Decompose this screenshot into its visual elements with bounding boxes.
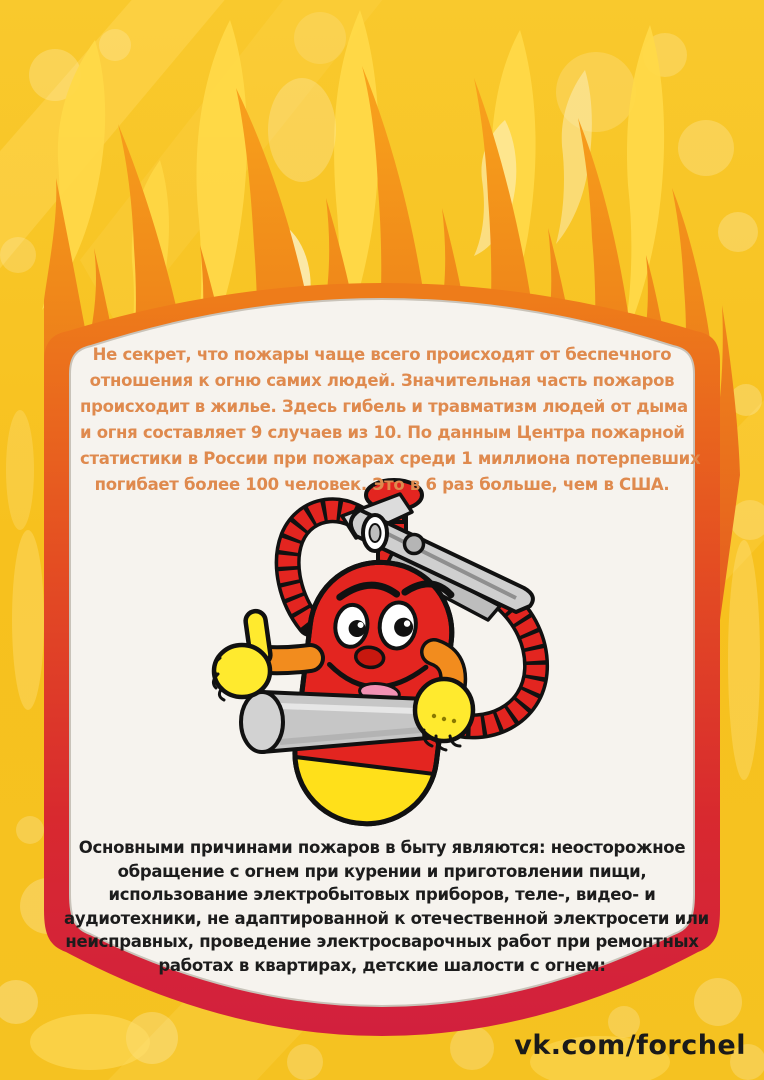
text-line: Основными причинами пожаров в быту являются: неосторожное [78,838,686,857]
text-line: обращение с огнем при курении и приготовлении пищи, [117,861,647,881]
fire-extinguisher-mascot-illustration [198,466,638,838]
text-line: работах в квартирах, детские шалости с огнем: [158,955,606,975]
causes-paragraph [64,836,709,977]
text-line: статистики в России при пожарах среди 1 миллиона потерпевших [80,449,701,468]
text-line: и огня составляет 9 случаев из 10. По данным Центра пожарной [80,423,685,442]
text-line: использование электробытовых приборов, теле-, видео- и [108,885,656,904]
text-line: аудиотехники, не адаптированной к отечественной электросети или [64,908,709,928]
text-line: происходит в жилье. Здесь гибель и травматизм людей от дыма [80,397,688,416]
mascot-grip-glove [415,679,473,750]
text-line: отношения к огню самих людей. Значительная часть пожаров [89,371,675,390]
watermark-url: vk.com/forchel [514,1030,746,1061]
text-line: Не секрет, что пожары чаще всего происходят от беспечного [92,345,672,364]
text-line: неисправных, проведение электросварочных работ при ремонтных [65,932,699,951]
text-line: погибает более 100 человек. Это в 6 раз больше, чем в США. [94,475,670,494]
mascot-thumbs-up-glove [213,610,271,700]
intro-paragraph [80,342,701,498]
